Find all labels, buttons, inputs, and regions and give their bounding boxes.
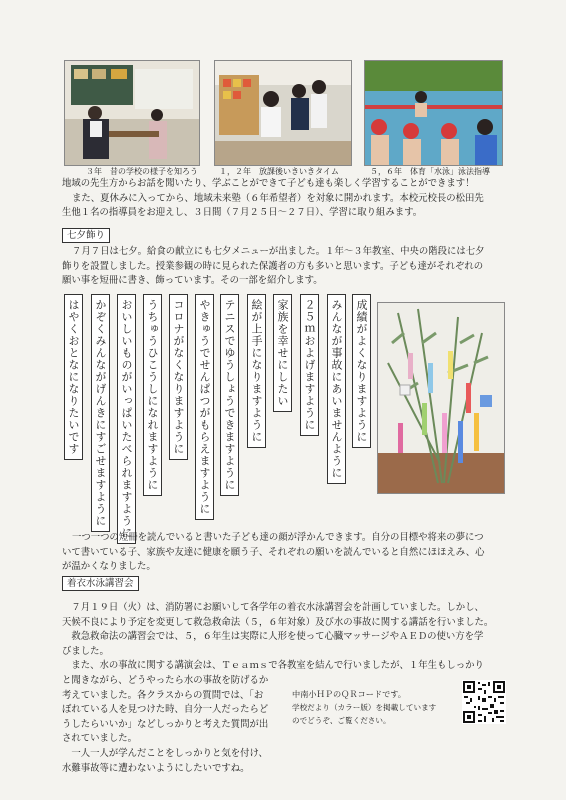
swim-line: 天候不良により予定を変更して救急救命法（５，６年対象）及び水の事故に関する講話を行いました。 — [62, 616, 494, 628]
tanabata-after-line: いて書いている子、家族や友達に健康を願う子、それぞれの願いを読んでいると自然にほほえみ、心 — [62, 546, 485, 558]
swim-line: びました。 — [62, 645, 109, 657]
swim-paragraph-full — [62, 601, 542, 674]
caption-after-school: １，２年 放課後いきいきタイム — [219, 167, 339, 176]
intro-line: 生他１名の指導員をお迎えし、３日間（７月２５日～２７日）、学習に取り組みます。 — [62, 207, 423, 219]
qr-note-line: のでどうぞ、ご覧ください。 — [292, 716, 391, 725]
qr-code[interactable] — [462, 680, 506, 724]
tanabata-line: 願い事を短冊に書き、飾っています。その一部を紹介します。 — [62, 275, 323, 287]
swim-line: 一人一人が学んだことをしっかりと気を付け、 — [62, 747, 268, 759]
tanabata-photo-image — [378, 303, 504, 493]
swim-line: 水難事故等に遭わないようにしたいですね。 — [62, 762, 250, 774]
tanabata-after-line: 一つ一つの短冊を読んでいると書いた子ども達の顔が浮かんできます。自分の目標や将来の夢につ — [72, 532, 484, 543]
swim-line: 考えていました。各クラスからの質問では、「お — [62, 689, 264, 701]
photo-classroom — [64, 60, 200, 166]
swim-line: ぼれている人を見つけた時、自分一人だったらど — [62, 704, 269, 716]
swim-line: ７月１９日（火）は、消防署にお願いして各学年の着衣水泳講習会を計画していました。しかし、 — [62, 602, 484, 613]
swim-paragraph-left — [62, 674, 302, 776]
wish-strip: やきゅうでせんぱつがもらえますように — [195, 294, 214, 520]
swim-line: うしたらいいか」などしっかりと考えた質問が出 — [62, 718, 269, 730]
wish-strip: かぞくみんながげんきにすごせますように — [91, 294, 110, 532]
wish-strip: はやくおとなになりたいです — [64, 294, 83, 460]
photo-after-school — [214, 60, 352, 166]
wish-strip: うちゅうひこうしになれますように — [143, 294, 162, 496]
intro-line: 地域の先生方からお話を聞いたり、学ぶことができて子ども達も楽しく学習することができます！ — [62, 178, 475, 189]
wish-strip: みんなが事故にあいませんように — [327, 294, 346, 484]
caption-swimming: ５，６年 体育「水泳」泳法指導 — [370, 167, 490, 176]
photo-tanabata — [377, 302, 505, 494]
intro-paragraph — [62, 177, 542, 221]
wish-strip: 家族を幸せにしたい — [273, 294, 292, 412]
wish-strip: 絵が上手になりますように — [247, 294, 266, 448]
tanabata-line: 飾りを設置しました。授業参観の時に見られた保護者の方も多いと思います。子ども達がそれぞれの — [62, 260, 484, 272]
tanabata-line: ７月７日は七夕。給食の献立にも七夕メニューが出ました。１年～３年教室、中央の階段には七夕 — [72, 246, 485, 257]
qr-note-line: 学校だより（カラー版）を掲載しています — [292, 703, 437, 712]
qr-note-line: 中南小ＨＰのＱＲコードです。 — [292, 689, 406, 699]
swim-line: 救急救命法の講習会では、５，６年生は実際に人形を使って心臓マッサージやＡＥＤの使い方を学 — [62, 631, 484, 643]
qr-note — [292, 688, 462, 727]
tanabata-after-line: が温かくなりました。 — [62, 561, 156, 573]
swim-line: また、水の事故に関する講演会は、Ｔｅａｍｓで各教室を結んで行いましたが、１年生もしっかり — [62, 660, 484, 672]
classroom-photo-image — [65, 61, 199, 165]
wish-strip: ２５ｍおよげますように — [300, 294, 319, 436]
section-title-swimming: 着衣水泳講習会 — [62, 576, 139, 591]
wish-strip: おいしいものがいっぱいたべられますように — [117, 294, 136, 544]
swimming-photo-image — [365, 61, 502, 165]
wish-strip: 成績がよくなりますように — [352, 294, 371, 448]
tanabata-after-paragraph — [62, 531, 542, 575]
wish-strip: コロナがなくなりますように — [169, 294, 188, 460]
wish-strip: テニスでゆうしょうできますように — [220, 294, 239, 496]
qr-code-image — [462, 680, 506, 724]
after-school-photo-image — [215, 61, 351, 165]
caption-classroom: ３年 昔の学校の様子を知ろう — [86, 167, 198, 176]
photo-swimming — [364, 60, 503, 166]
swim-line: と聞きながら、どうやったら水の事故を防げるか — [62, 675, 269, 686]
tanabata-paragraph — [62, 245, 542, 289]
intro-line: また、夏休みに入ってから、地域未来塾（６年希望者）を対象に開かれます。本校元校長の松田先 — [72, 192, 484, 204]
swim-line: されていました。 — [62, 733, 138, 745]
section-title-tanabata: 七夕飾り — [62, 228, 110, 243]
